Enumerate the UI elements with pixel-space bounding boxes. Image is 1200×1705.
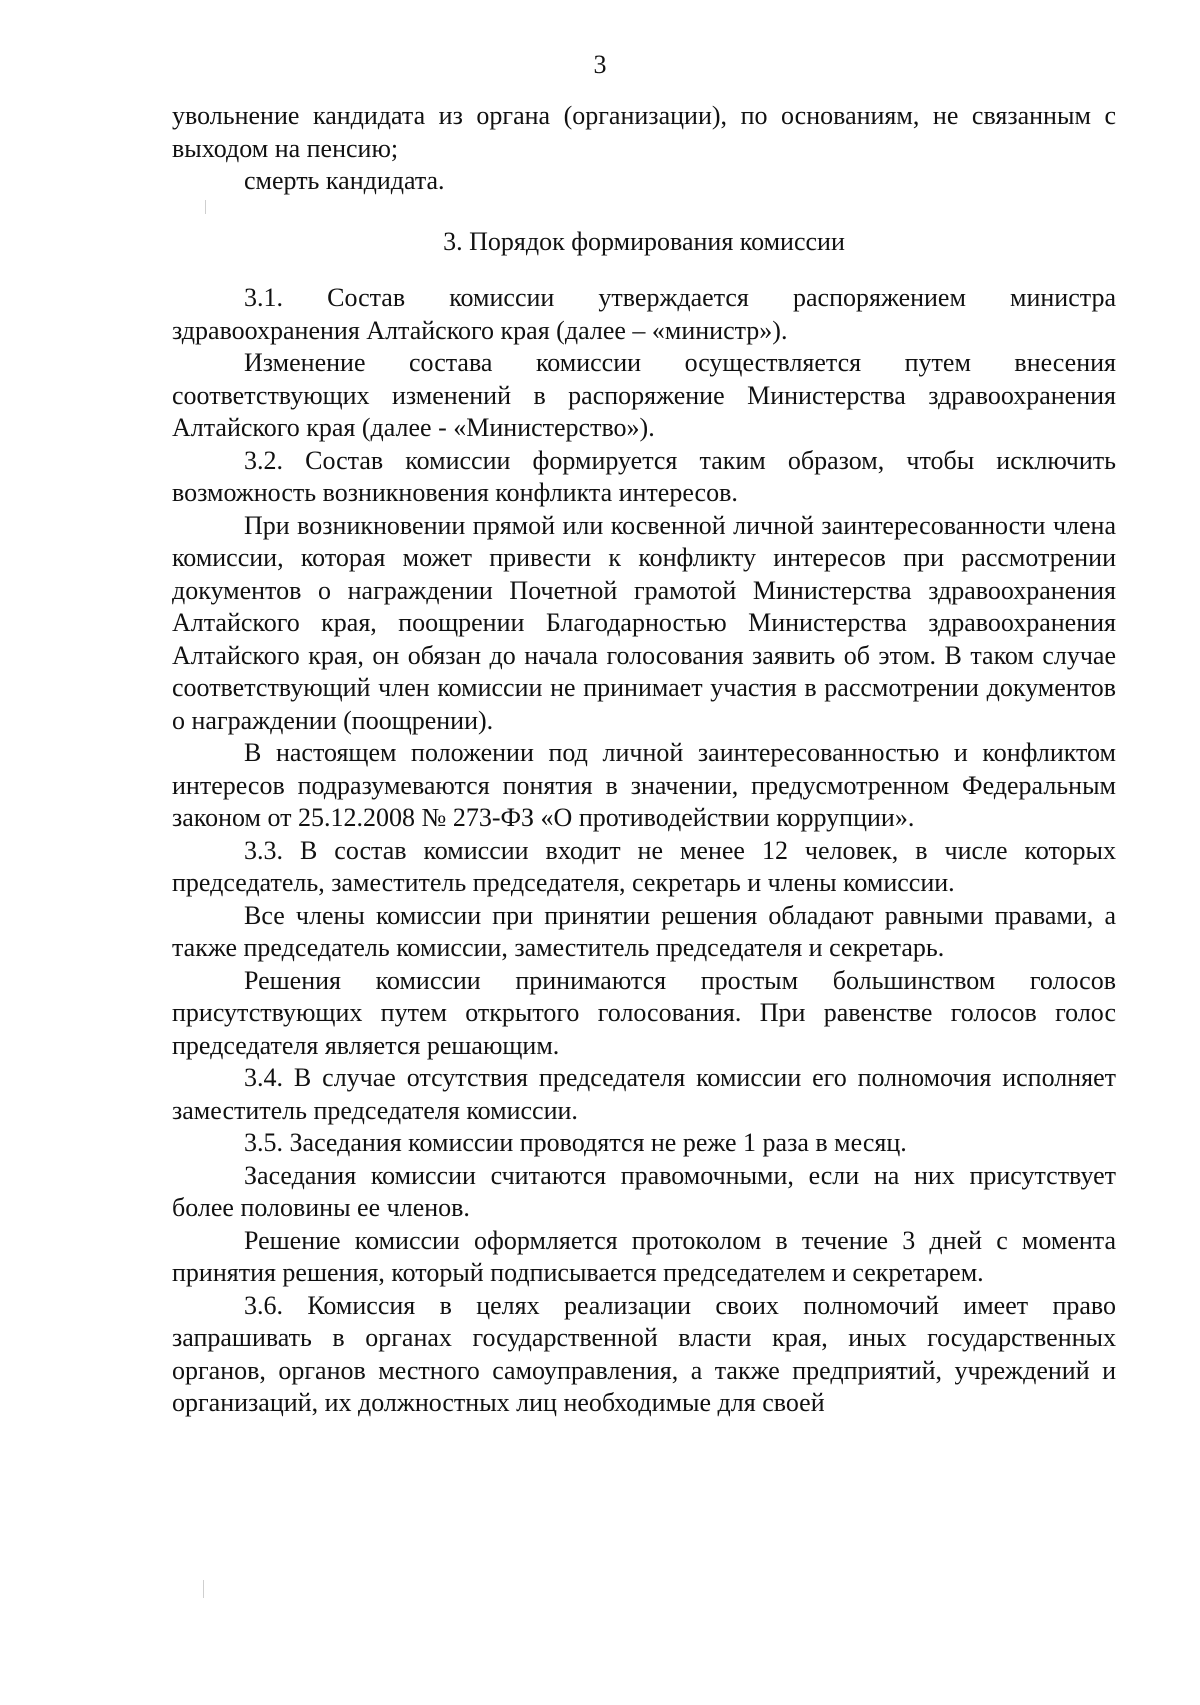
paragraph-3-3-voting: Решения комиссии принимаются простым большинством голосов присутствующих путем открытого голосования. При равенстве голосов голос председателя является решающим. xyxy=(172,965,1116,1060)
paragraph-3-5-protocol: Решение комиссии оформляется протоколом в течение 3 дней с момента принятия решения, который подписывается председателем и секретарем. xyxy=(172,1225,1116,1287)
paragraph-3-2-conflict: При возникновении прямой или косвенной личной заинтересованности члена комиссии, которая может привести к конфликту интересов при рассмотрении документов о награждении Почетной грамотой Министерства здравоохранения Алтайского края, поощрении Благодарностью Министерства здравоохранения Алтайского края, он обязан до начала голосования заявить об этом. В таком случае соответствующий член комиссии не принимает участия в рассмотрении документов о награждении (поощрении). xyxy=(172,510,1116,735)
paragraph-3-1: 3.1. Состав комиссии утверждается распоряжением министра здравоохранения Алтайского края (далее – «министр»). xyxy=(172,283,1116,345)
paragraph-3-4: 3.4. В случае отсутствия председателя комиссии его полномочия исполняет заместитель председателя комиссии. xyxy=(172,1063,1116,1125)
paragraph-3-5-quorum: Заседания комиссии считаются правомочными, если на них присутствует более половины ее членов. xyxy=(172,1160,1116,1222)
intro-paragraph: увольнение кандидата из органа (организации), по основаниям, не связанным с выходом на пенсию; xyxy=(172,101,1116,163)
section-title: 3. Порядок формирования комиссии xyxy=(443,226,845,256)
paragraph-3-6: 3.6. Комиссия в целях реализации своих полномочий имеет право запрашивать в органах государственной власти края, иных государственных органов, органов местного самоуправления, а также предприятий, учреждений и организаций, их должностных лиц необходимые для своей xyxy=(172,1290,1116,1417)
paragraph-3-2: 3.2. Состав комиссии формируется таким образом, чтобы исключить возможность возникновения конфликта интересов. xyxy=(172,445,1116,507)
scan-artifact xyxy=(203,1580,204,1598)
paragraph-3-2-definition: В настоящем положении под личной заинтересованностью и конфликтом интересов подразумеваются понятия в значении, предусмотренном Федеральным законом от 25.12.2008 № 273-ФЗ «О противодействии коррупции». xyxy=(172,738,1116,832)
paragraph-3-3: 3.3. В состав комиссии входит не менее 12 человек, в числе которых председатель, заместитель председателя, секретарь и члены комиссии. xyxy=(172,835,1116,897)
paragraph-3-1-amendment: Изменение состава комиссии осуществляется путем внесения соответствующих изменений в распоряжение Министерства здравоохранения Алтайского края (далее - «Министерство»). xyxy=(172,348,1116,442)
paragraph-3-5: 3.5. Заседания комиссии проводятся не реже 1 раза в месяц. xyxy=(244,1128,907,1157)
page-number: 3 xyxy=(593,50,607,79)
paragraph-3-3-rights: Все члены комиссии при принятии решения обладают равными правами, а также председатель комиссии, заместитель председателя и секретарь. xyxy=(172,900,1116,962)
document-body xyxy=(172,100,1116,1420)
intro-paragraph: смерть кандидата. xyxy=(244,166,445,195)
